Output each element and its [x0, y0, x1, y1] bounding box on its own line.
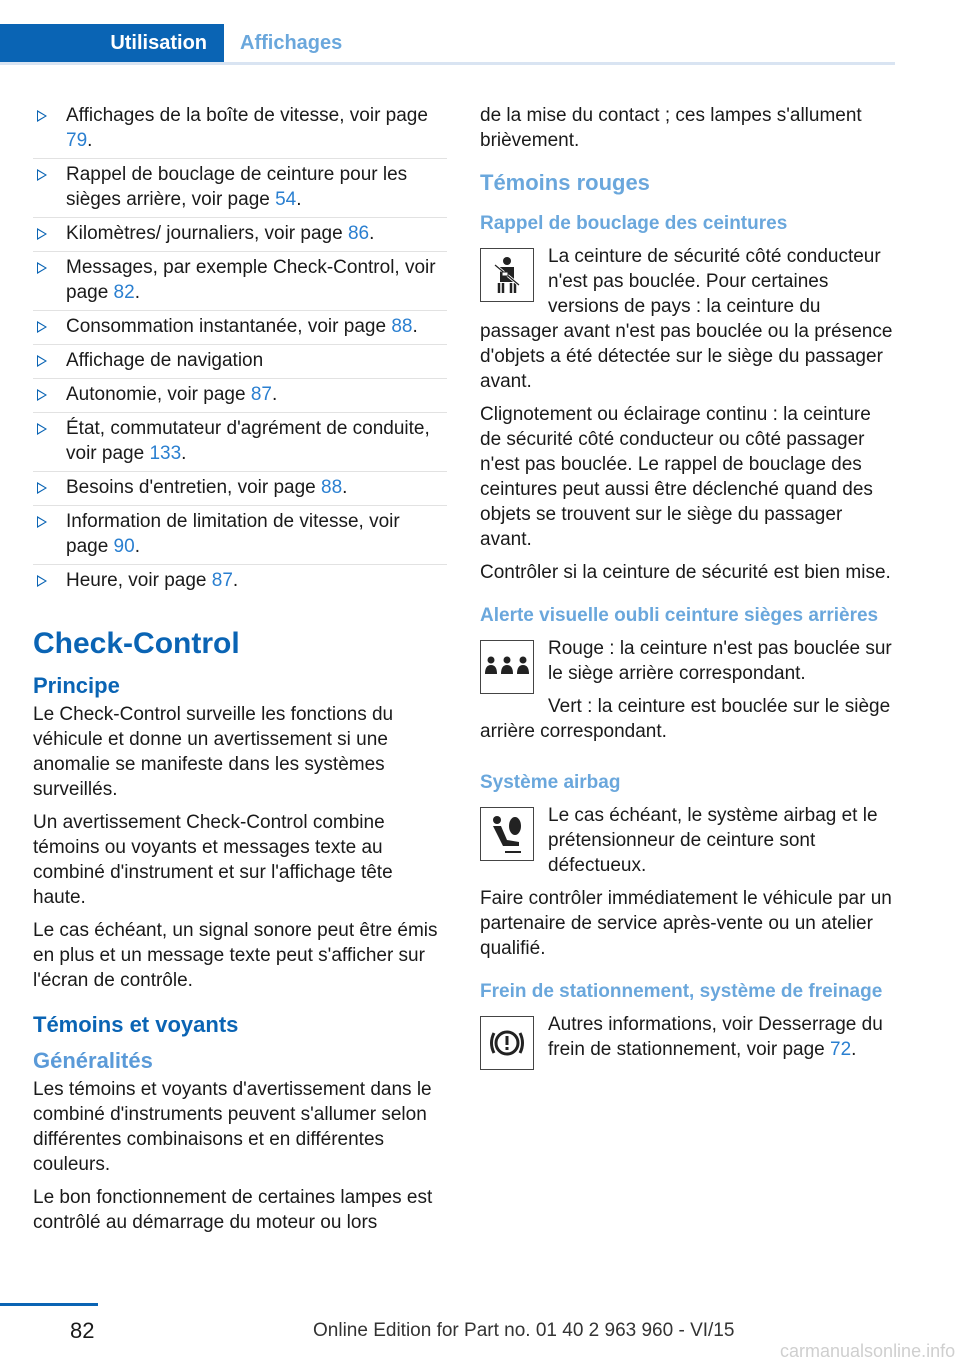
paragraph: Clignotement ou éclairage continu : la ceinture de sécurité côté conducteur ou côté passager n'est pas bouclée. Le rappel de bouclage des ceintures peut aussi être déclenché quand des objets se trouvent sur le siège du passager avant.	[480, 404, 873, 550]
subsection-title: Généralités	[33, 1048, 153, 1073]
edition-note: Online Edition for Part no. 01 40 2 963 960 - VI/15	[313, 1320, 735, 1341]
paragraph: Vert : la ceinture est bouclée sur le siège arrière correspondant.	[480, 696, 891, 742]
page-link[interactable]: 87	[250, 384, 272, 405]
page-link[interactable]: 54	[275, 189, 297, 210]
airbag-icon	[480, 807, 534, 861]
paragraph: Les témoins et voyants d'avertissement dans le combiné d'instruments peuvent s'allumer selon différentes combinaisons et en différentes couleurs.	[33, 1079, 432, 1175]
paragraph: de la mise du contact ; ces lampes s'allument brièvement.	[480, 105, 862, 151]
paragraph: Le bon fonctionnement de certaines lampes est contrôlé au démarrage du moteur ou lors	[33, 1187, 433, 1233]
page-link[interactable]: 90	[113, 536, 135, 557]
page-link[interactable]: 79	[66, 130, 88, 151]
indicator-title: Rappel de bouclage des ceintures	[480, 213, 788, 234]
paragraph: Le cas échéant, un signal sonore peut être émis en plus et un message texte peut s'afficher sur l'écran de contrôle.	[33, 920, 438, 991]
paragraph: Contrôler si la ceinture de sécurité est bien mise.	[480, 562, 891, 583]
indicator-title: Alerte visuelle oubli ceinture sièges arrières	[480, 605, 879, 626]
page-link[interactable]: 82	[113, 282, 135, 303]
page-number: 82	[70, 1318, 95, 1343]
paragraph: Rouge : la ceinture n'est pas bouclée sur le siège arrière correspondant.	[548, 638, 892, 684]
parking-brake-icon	[480, 1016, 534, 1070]
subsection-title: Principe	[33, 673, 120, 698]
left-column	[33, 103, 447, 1243]
display-list	[33, 103, 447, 598]
paragraph: La ceinture de sécurité côté conducteur n'est pas bouclée. Pour certaines versions de pays : la ceinture du passager avant n'est pas bouclée ou la présence d'objets a été détectée sur le siège du passager avant.	[480, 246, 893, 392]
paragraph: Autres informations, voir Desserrage du frein de stationnement, voir page 72.	[548, 1014, 883, 1060]
rear-seats-icon	[480, 640, 534, 694]
page-link[interactable]: 133	[149, 443, 182, 464]
page-link[interactable]: 86	[347, 223, 370, 244]
list-item: État, commutateur d'agrément de conduite, voir page 133.	[33, 416, 447, 472]
list-item: Besoins d'entretien, voir page 88.	[33, 475, 447, 506]
footer-rule	[0, 1303, 98, 1306]
section-title: Check-Control	[33, 627, 240, 660]
indicator-title: Système airbag	[480, 772, 621, 793]
paragraph: Faire contrôler immédiatement le véhicule par un partenaire de service après-vente ou un atelier qualifié.	[480, 888, 892, 959]
page-link[interactable]: 72	[830, 1039, 852, 1060]
list-item: Information de limitation de vitesse, voir page 90.	[33, 509, 447, 565]
paragraph: Le Check-Control surveille les fonctions du véhicule et donne un avertissement si une anomalie se manifeste dans les systèmes surveillés.	[33, 704, 394, 800]
header-tabbar	[0, 24, 895, 65]
indicator-title: Frein de stationnement, système de freinage	[480, 981, 883, 1002]
tab-utilisation[interactable]: Utilisation	[0, 24, 224, 62]
paragraph: Le cas échéant, le système airbag et le prétensionneur de ceinture sont défectueux.	[548, 805, 878, 876]
list-item: Affichage de navigation	[33, 348, 447, 379]
list-item: Consommation instantanée, voir page 88.	[33, 314, 447, 345]
list-item: Kilomètres/ journaliers, voir page 86.	[33, 221, 447, 252]
page-link[interactable]: 87	[211, 570, 233, 591]
subsection-title: Témoins et voyants	[33, 1012, 239, 1037]
tab-affichages[interactable]: Affichages	[240, 31, 343, 54]
page-link[interactable]: 88	[321, 477, 343, 498]
list-item: Messages, par exemple Check-Control, voir page 82.	[33, 255, 447, 311]
list-item: Heure, voir page 87.	[66, 570, 239, 591]
right-column	[480, 103, 894, 1074]
paragraph: Un avertissement Check-Control combine témoins ou voyants et messages texte au combiné d'instrument et sur l'affichage tête haute.	[33, 812, 393, 908]
seatbelt-icon	[480, 248, 534, 302]
list-item: Rappel de bouclage de ceinture pour les sièges arrière, voir page 54.	[33, 162, 447, 218]
list-item: Autonomie, voir page 87.	[33, 382, 447, 413]
list-item: Affichages de la boîte de vitesse, voir page 79.	[33, 103, 447, 159]
page-link[interactable]: 88	[391, 316, 413, 337]
watermark: carmanualsonline.info	[780, 1341, 956, 1361]
subsection-title: Témoins rouges	[480, 170, 650, 195]
